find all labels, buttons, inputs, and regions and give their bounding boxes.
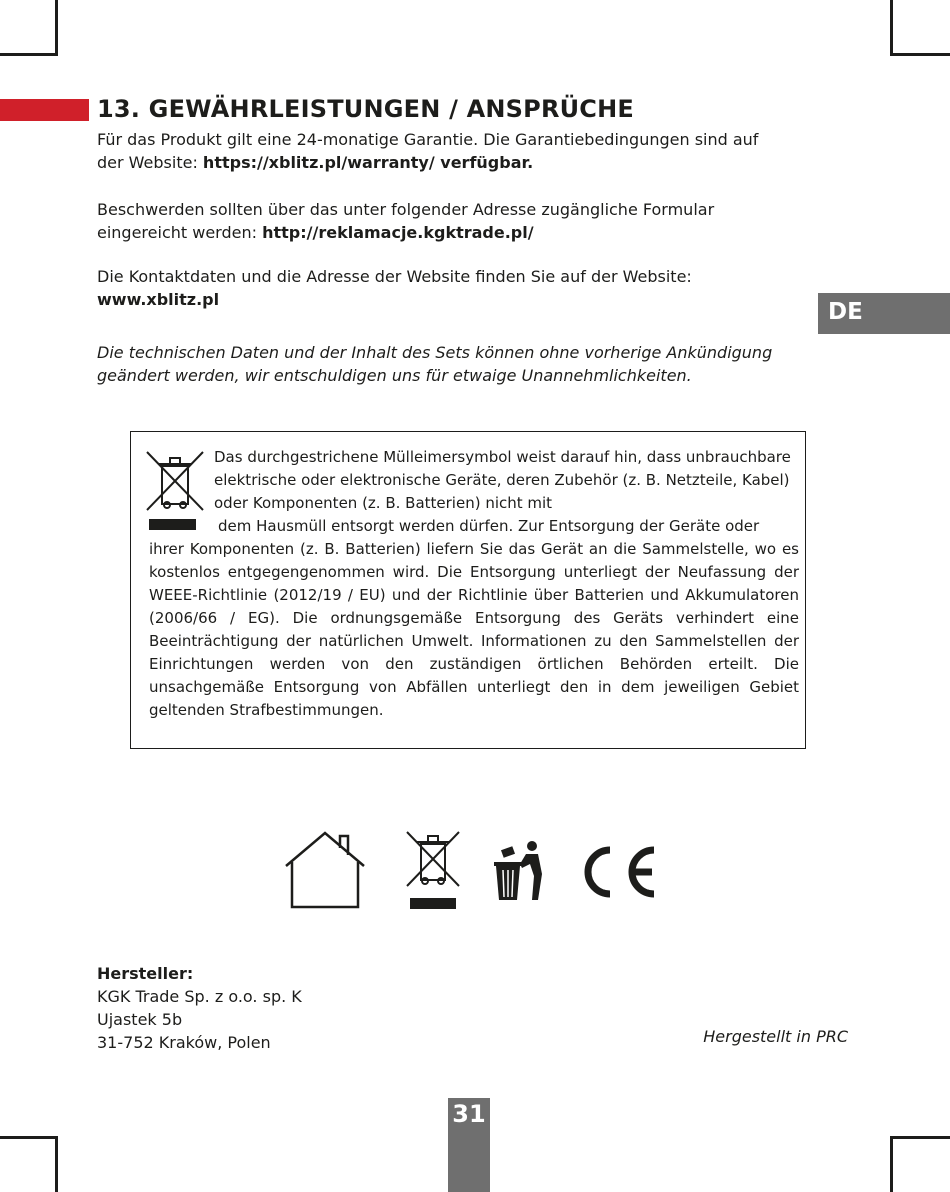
complaint-text-line1: Beschwerden sollten über das unter folgender Adresse zugängliche Formular (97, 200, 715, 219)
crop-mark-top-left (0, 53, 58, 56)
tidyman-icon (494, 840, 546, 902)
weee-lead-text: Das durchgestrichene Mülleimersymbol weist darauf hin, dass unbrauchbare elektrische oder elektronische Geräte, deren Zubehör (z. B. Netzteile, Kabel) oder Komponenten (z. B. Batterien) nicht mit (214, 448, 791, 512)
manufacturer-block (97, 962, 302, 1054)
page-number-tab (448, 1098, 490, 1192)
warranty-paragraph (97, 128, 797, 174)
manufacturer-name: KGK Trade Sp. z o.o. sp. K (97, 987, 302, 1006)
weee-body-text: ihrer Komponenten (z. B. Batterien) liefern Sie das Gerät an die Sammelstelle, wo es kostenlos entgegengenommen wird. Die Entsorgung unterliegt der Neufassung der WEEE-Richtlinie (2012/19 / EU) und der Richtlinie über Batterien und Akkumulatoren (2006/66 / EG). Die ordnungsgemäße Entsorgung des Geräts verhindert eine Beeinträchtigung der natürlichen Umwelt. Informationen zu den Sammelstellen der Einrichtungen werden von den zuständigen örtlichen Behörden erteilt. Die unsachgemäße Entsorgung von Abfällen unterliegt den in dem jeweiligen Gebiet geltenden Strafbestimmungen. (149, 540, 799, 719)
contact-link[interactable]: www.xblitz.pl (97, 290, 220, 309)
complaint-link[interactable]: http://reklamacje.kgktrade.pl/ (262, 223, 534, 242)
weee-notice-box (130, 431, 806, 749)
manufacturer-street: Ujastek 5b (97, 1010, 183, 1029)
manufacturer-city: 31-752 Kraków, Polen (97, 1033, 271, 1052)
crop-mark-bottom-right (890, 1136, 950, 1139)
crossed-bin-icon (145, 450, 205, 512)
disclaimer-line1: Die technischen Daten und der Inhalt des Sets können ohne vorherige Ankündigung (97, 343, 773, 362)
manufacturer-label: Hersteller: (97, 964, 194, 983)
weee-line4: dem Hausmüll entsorgt werden dürfen. Zur Entsorgung der Geräte oder (218, 517, 760, 535)
house-icon (284, 830, 366, 910)
section-accent-bar (0, 99, 89, 121)
crop-mark-top-left (55, 0, 58, 56)
made-in-text: Hergestellt in PRC (703, 1027, 848, 1046)
complaint-paragraph (97, 198, 797, 244)
warranty-link[interactable]: https://xblitz.pl/warranty/ verfügbar. (202, 153, 534, 172)
complaint-text-line2: eingereicht werden: (97, 223, 263, 242)
language-tab-label: DE (828, 299, 863, 325)
warranty-text-line2: der Website: (97, 153, 203, 172)
crop-mark-bottom-right (890, 1136, 893, 1192)
weee-bin-icon (404, 830, 462, 910)
crop-mark-top-right (890, 53, 950, 56)
weee-bar (149, 519, 196, 530)
crop-mark-bottom-left (55, 1136, 58, 1192)
disclaimer-paragraph (97, 341, 797, 387)
crop-mark-top-right (890, 0, 893, 56)
section-title: 13. GEWÄHRLEISTUNGEN / ANSPRÜCHE (97, 95, 635, 123)
language-tab (818, 293, 950, 334)
contact-text: Die Kontaktdaten und die Adresse der Website finden Sie auf der Website: (97, 267, 692, 286)
ce-mark-icon (574, 844, 658, 900)
disclaimer-line2: geändert werden, wir entschuldigen uns für etwaige Unannehmlichkeiten. (97, 366, 692, 385)
page-number: 31 (452, 1100, 486, 1128)
warranty-text-line1: Für das Produkt gilt eine 24-monatige Garantie. Die Garantiebedingungen sind auf (97, 130, 759, 149)
crop-mark-bottom-left (0, 1136, 58, 1139)
contact-paragraph (97, 265, 797, 311)
